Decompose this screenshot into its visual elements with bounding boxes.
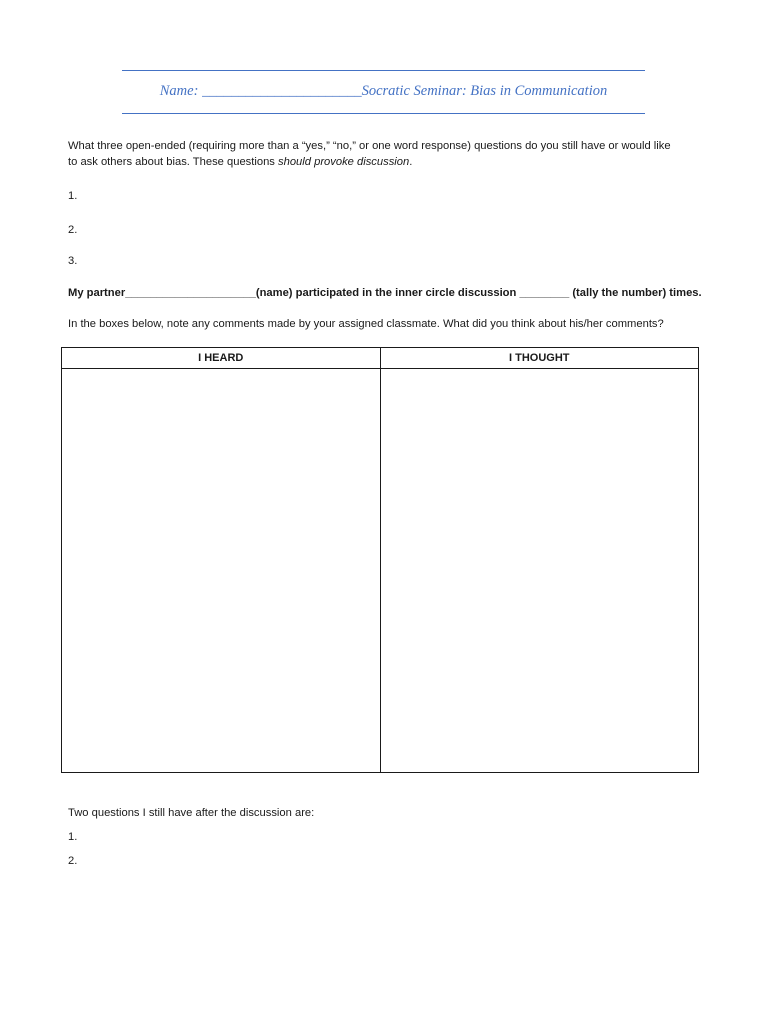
question-3[interactable]: 3.	[68, 255, 78, 267]
closing-question-2[interactable]: 2.	[68, 855, 78, 867]
intro-line-2	[68, 154, 671, 170]
intro-line-1: What three open-ended (requiring more than a “yes,” “no,” or one word response) questions do you still have or would like	[68, 140, 671, 152]
closing-prompt: Two questions I still have after the discussion are:	[68, 807, 315, 819]
intro-paragraph	[68, 138, 671, 170]
header-bottom-rule	[122, 113, 645, 114]
page-title	[122, 83, 645, 100]
intro-period: .	[409, 156, 413, 168]
thought-box[interactable]	[380, 369, 699, 773]
partner-line[interactable]: My partner_____________________(name) participated in the inner circle discussion ________ (tally the number) times.	[68, 287, 702, 299]
closing-question-1[interactable]: 1.	[68, 831, 78, 843]
name-blank[interactable]: ______________________	[202, 83, 362, 99]
worksheet-title: Socratic Seminar: Bias in Communication	[361, 83, 608, 99]
comments-table	[61, 347, 699, 773]
col-thought-header: I THOUGHT	[380, 348, 699, 369]
question-1[interactable]: 1.	[68, 190, 78, 202]
table-body-row	[62, 369, 699, 773]
boxes-instruction: In the boxes below, note any comments made by your assigned classmate. What did you think about his/her comments?	[68, 318, 664, 330]
name-label: Name:	[159, 83, 203, 99]
heard-box[interactable]	[62, 369, 381, 773]
header-top-rule	[122, 70, 645, 71]
intro-line-2-text: to ask others about bias. These questions	[68, 156, 279, 168]
table-header-row	[62, 348, 699, 369]
question-2[interactable]: 2.	[68, 224, 78, 236]
col-heard-header: I HEARD	[62, 348, 381, 369]
intro-emphasis: should provoke discussion	[278, 156, 410, 168]
